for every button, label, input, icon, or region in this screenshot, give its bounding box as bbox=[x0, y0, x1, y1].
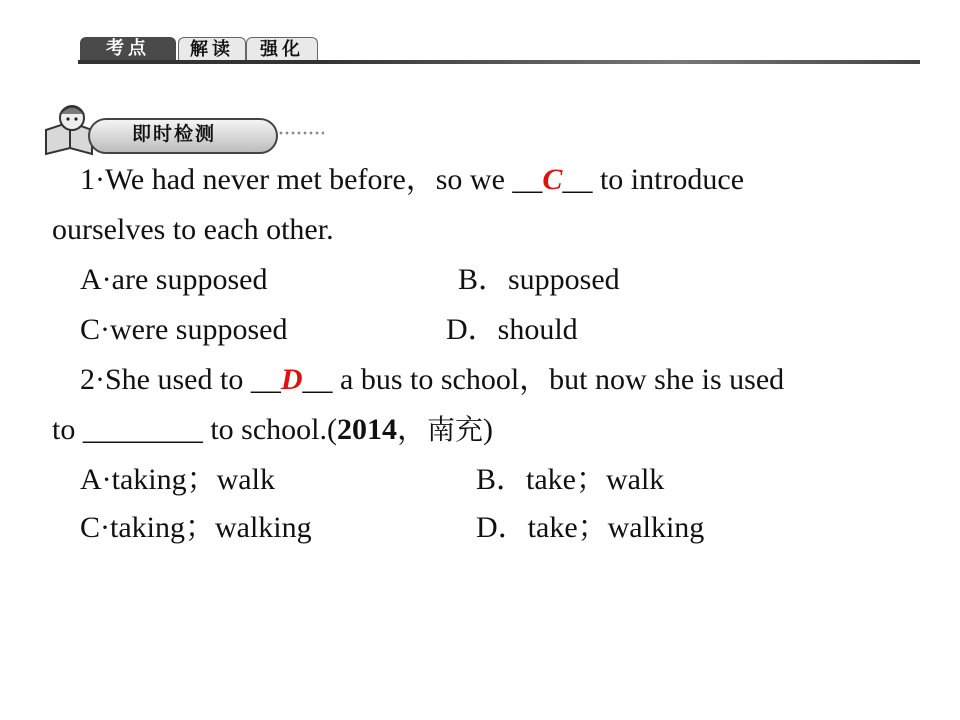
stem-text: __ to introduce bbox=[562, 163, 745, 196]
header-rule-fade bbox=[318, 60, 920, 64]
option-2c: C·taking；walking bbox=[80, 511, 312, 544]
dotted-leader bbox=[278, 131, 324, 135]
question-1-line-2 bbox=[52, 212, 334, 248]
option-1b: B．supposed bbox=[458, 263, 620, 296]
stem-text: We had never met before，so we __ bbox=[105, 163, 543, 196]
option-1d: D．should bbox=[446, 313, 578, 346]
question-number: 1 bbox=[80, 163, 95, 196]
separator: · bbox=[95, 363, 105, 396]
tab-qianghua[interactable]: 强化 bbox=[246, 37, 318, 62]
section-badge bbox=[40, 100, 290, 160]
stem-text: __ a bus to school，but now she is used bbox=[302, 363, 785, 396]
option-2d: D．take；walking bbox=[476, 511, 705, 544]
header-bar bbox=[0, 0, 960, 70]
question-number: 2 bbox=[80, 363, 95, 396]
answer-mark: D bbox=[280, 363, 303, 396]
separator: · bbox=[95, 163, 105, 196]
option-2a: A·taking；walk bbox=[80, 463, 275, 496]
question-1-line-1 bbox=[80, 162, 744, 198]
section-title: 即时检测 bbox=[132, 123, 217, 145]
question-2-line-1 bbox=[80, 362, 784, 398]
source-close: ) bbox=[483, 413, 494, 446]
source-city: 南充 bbox=[427, 413, 484, 446]
option-1a: A·are supposed bbox=[80, 263, 268, 296]
question-2-line-2 bbox=[52, 412, 493, 448]
tab-jiedu[interactable]: 解读 bbox=[178, 37, 246, 62]
option-1c: C·were supposed bbox=[80, 313, 288, 346]
stem-text: ourselves to each other. bbox=[52, 213, 334, 246]
stem-text: She used to __ bbox=[105, 363, 281, 396]
stem-text: to ________ to school.( bbox=[52, 413, 337, 446]
source-comma: ， bbox=[397, 413, 427, 446]
source-year: 2014 bbox=[337, 413, 397, 446]
answer-mark: C bbox=[542, 163, 563, 196]
option-2b: B．take；walk bbox=[476, 463, 665, 496]
tab-kaodian[interactable]: 考点 bbox=[80, 37, 176, 61]
